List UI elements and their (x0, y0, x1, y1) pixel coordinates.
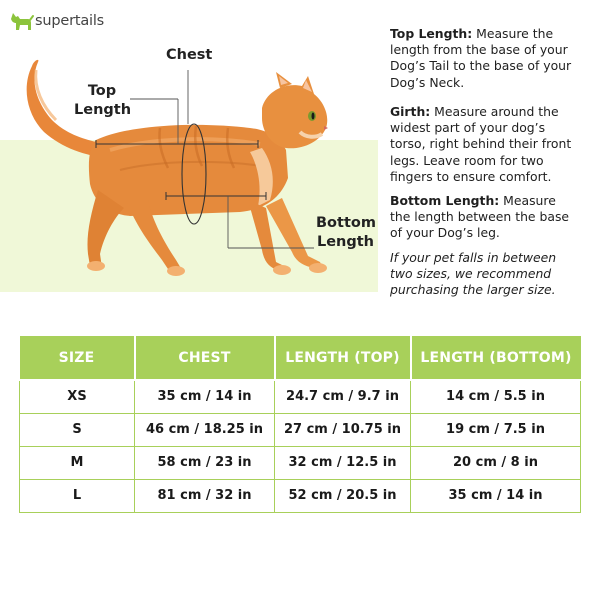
cell-length-top: 52 cm / 20.5 in (275, 479, 411, 512)
cell-length-bottom: 35 cm / 14 in (411, 479, 581, 512)
top-length-instruction (390, 26, 580, 91)
cell-length-bottom: 19 cm / 7.5 in (411, 413, 581, 446)
cell-size: XS (20, 380, 135, 413)
table-row (20, 479, 581, 512)
bottom-length-text: Measure the length between the base of your Dog’s leg. (390, 193, 570, 241)
bottom-length-heading: Bottom Length: (390, 193, 500, 208)
header-length-top: LENGTH (TOP) (275, 336, 411, 380)
cell-size: S (20, 413, 135, 446)
chest-label: Chest (166, 47, 213, 63)
bottom-length-instruction (390, 193, 580, 242)
top-length-heading: Top Length: (390, 26, 473, 41)
cat-measurement-illustration (0, 40, 380, 290)
cell-size: M (20, 446, 135, 479)
header-length-bottom: LENGTH (BOTTOM) (411, 336, 581, 380)
dog-silhouette-icon (8, 10, 34, 32)
top-length-label-line1: Top (87, 83, 117, 99)
cell-chest: 81 cm / 32 in (135, 479, 275, 512)
cell-size: L (20, 479, 135, 512)
girth-text: Measure around the widest part of your dog’s torso, right behind their front legs. Leave room for two fingers to ensure comfort. (390, 104, 572, 184)
bottom-length-label (316, 214, 374, 252)
cell-length-bottom: 14 cm / 5.5 in (411, 380, 581, 413)
top-length-label (74, 82, 130, 120)
cell-length-top: 32 cm / 12.5 in (275, 446, 411, 479)
table-row (20, 380, 581, 413)
bottom-length-label-line2: Length (316, 234, 374, 250)
cell-chest: 58 cm / 23 in (135, 446, 275, 479)
girth-heading: Girth: (390, 104, 431, 119)
cell-length-bottom: 20 cm / 8 in (411, 446, 581, 479)
brand-logo[interactable] (8, 8, 104, 34)
cell-chest: 46 cm / 18.25 in (135, 413, 275, 446)
brand-name: supertails (35, 13, 105, 29)
table-header-row (20, 336, 581, 380)
header-chest: CHEST (135, 336, 275, 380)
top-length-text: Measure the length from the base of your Dog’s Tail to the base of your Dog’s Neck. (390, 26, 572, 90)
bottom-length-label-line1: Bottom (316, 215, 376, 231)
header-size: SIZE (20, 336, 135, 380)
table-row (20, 446, 581, 479)
cell-chest: 35 cm / 14 in (135, 380, 275, 413)
cell-length-top: 27 cm / 10.75 in (275, 413, 411, 446)
top-length-label-line2: Length (74, 102, 132, 118)
cell-length-top: 24.7 cm / 9.7 in (275, 380, 411, 413)
girth-instruction (390, 104, 580, 185)
table-row (20, 413, 581, 446)
size-chart-table (19, 336, 580, 513)
sizing-note: If your pet falls in between two sizes, we recommend purchasing the larger size. (390, 250, 557, 298)
